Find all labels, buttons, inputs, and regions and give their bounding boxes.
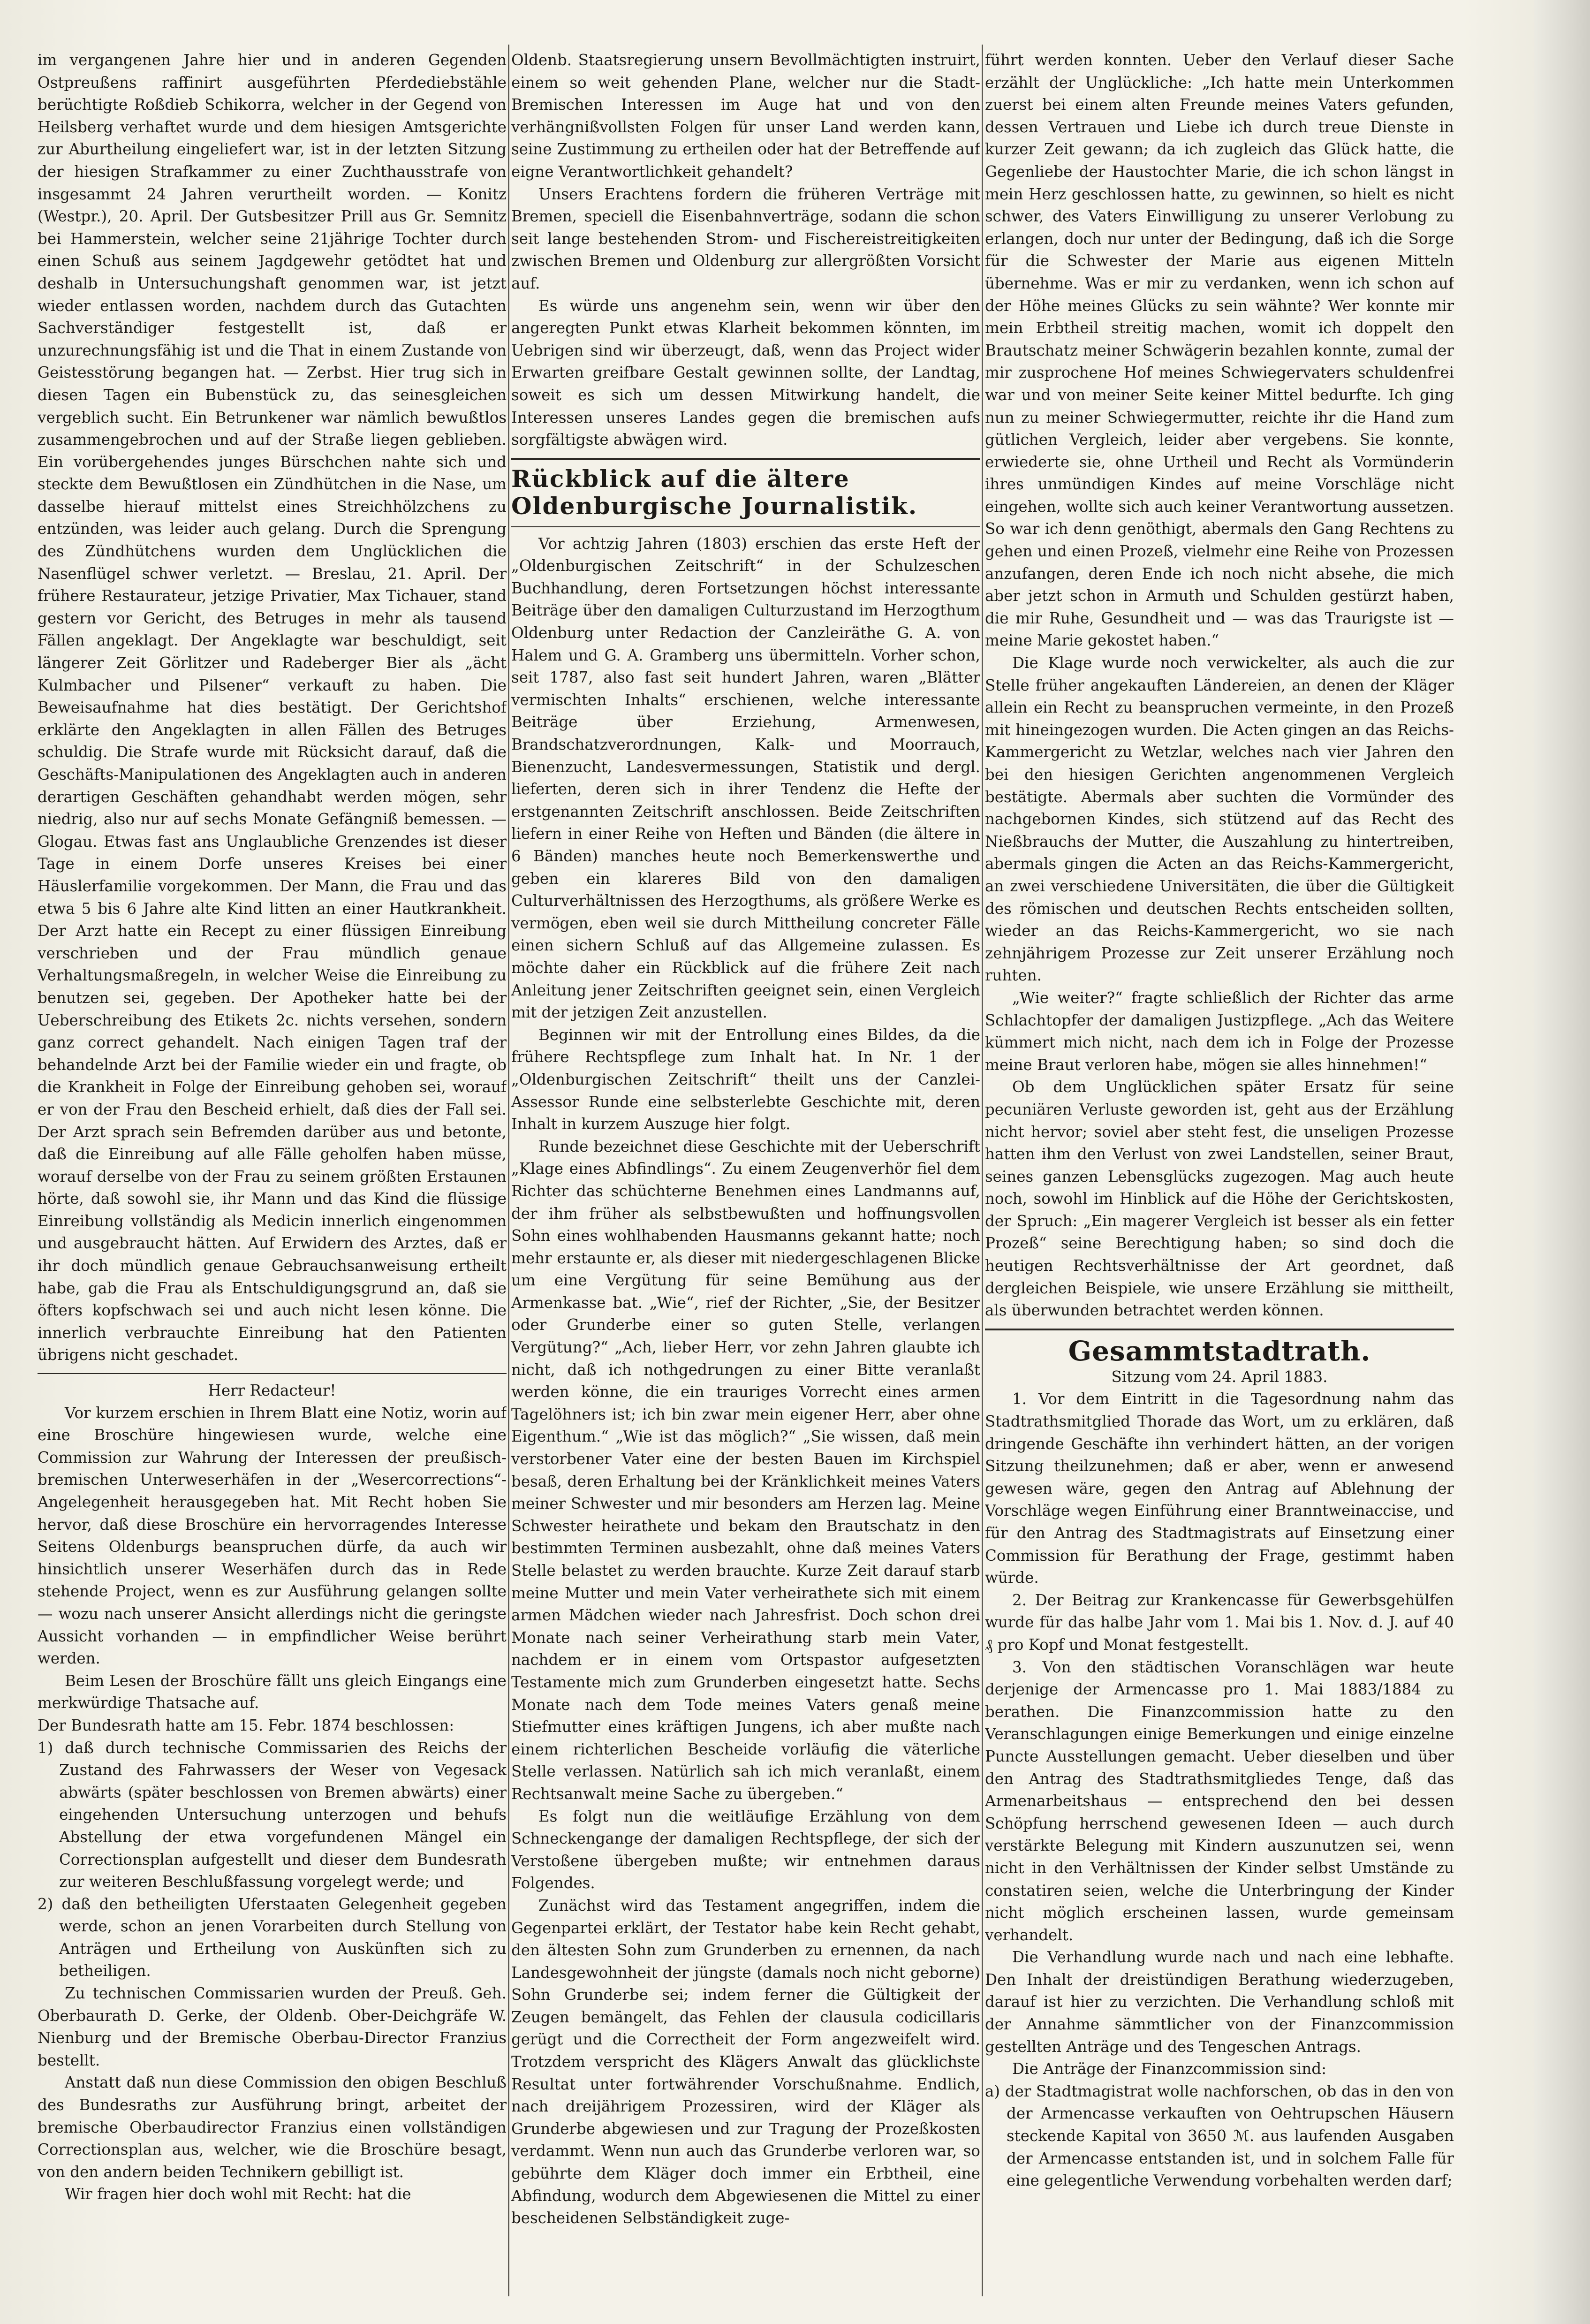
- minutes-paragraph: Die Anträge der Finanzcommission sind:: [1012, 2060, 1327, 2078]
- letter-paragraph: Zu technischen Commissarien wurden der Preuß. Geh. Oberbaurath D. Gerke, der Oldenb. Ober-Deichgräfe W. Nienburg und der Bremische Oberbau-Director Franzius bestellt.: [38, 1984, 507, 2069]
- article-paragraph: Ob dem Unglücklichen später Ersatz für seine pecuniären Verluste geworden ist, geht aus der Erzählung nicht hervor; soviel aber steht fest, die unseligen Prozesse hatten ihm den Verlust von zwei Landstellen, seiner Braut, seines ganzen Lebensglücks zugezogen. Mag auch heute noch, sowohl im Hinblick auf die Höhe der Gerichtskosten, der Spruch: „Ein magerer Vergleich ist besser als ein fetter Prozeß“ seine Berechtigung haben; so sind doch die heutigen Rechtsverhältnisse der Art geordnet, daß dergleichen Beispiele, wie unsere Erzählung sie mittheilt, als überwunden betrachtet werden können.: [985, 1078, 1454, 1320]
- article-paragraph: „Wie weiter?“ fragte schließlich der Richter das arme Schlachtopfer der damaligen Justizpflege. „Ach das Weitere kümmert mich nicht, nach dem ich in Folge der Prozesse meine Braut verloren habe, mögen sie alles hinnehmen!“: [985, 988, 1454, 1074]
- article-title: Rückblick auf die ältere Oldenburgische Journalistik.: [511, 464, 918, 520]
- list-item: 2) daß den betheiligten Uferstaaten Gelegenheit gegeben werde, schon an jenen Vorarbeiten durch Stellung von Anträgen und Ertheilung von Auskünften sich zu betheiligen.: [38, 1895, 507, 1980]
- article-paragraph: Zunächst wird das Testament angegriffen, indem die Gegenpartei erklärt, der Testator habe kein Recht gehabt, den ältesten Sohn zum Grunderben zu ernennen, da nach Landesgewohnheit der jüngste (damals noch nicht geborne) Sohn Grunderbe sei; indem ferner die Gültigkeit der Zeugen bemängelt, das Fehlen der clausula codicillaris gerügt und die Correctheit der Form angezweifelt wird. Trotzdem verspricht des Klägers Anwalt das glücklichste Resultat unter fortwährender Vorschußnahme. Endlich, nach dreijährigem Prozessiren, wird der Kläger als Grunderbe abgewiesen und zur Tragung der Prozeßkosten verdammt. Wenn nun auch das Grunderbe verloren war, so gebührte dem Kläger doch immer ein Erbtheil, eine Abfindung, wodurch dem Abgewiesenen die Mittel zu einer bescheidenen Selbständigkeit zuge-: [511, 1896, 980, 2227]
- letter-paragraph: Der Bundesrath hatte am 15. Febr. 1874 beschlossen:: [38, 1716, 454, 1734]
- letter-paragraph: Wir fragen hier doch wohl mit Recht: hat die: [65, 2185, 411, 2203]
- letter-paragraph: Anstatt daß nun diese Commission den obigen Beschluß des Bundesraths zur Ausführung bringt, arbeitet der bremische Oberbaudirector Franzius einen vollständigen Correctionsplan aus, welcher, wie die Broschüre besagt, von den andern beiden Technikern gebilligt ist.: [38, 2073, 507, 2181]
- letter-paragraph: Beim Lesen der Broschüre fällt uns gleich Eingangs eine merkwürdige Thatsache auf.: [38, 1671, 507, 1712]
- letter-paragraph: Es würde uns angenehm sein, wenn wir über den angeregten Punkt etwas Klarheit bekommen könnten, im Uebrigen sind wir überzeugt, daß, wenn das Project wider Erwarten greifbare Gestalt gewinnen sollte, der Landtag, soweit es sich um dessen Mitwirkung handelt, die Interessen unseres Landes gegen die bremischen aufs sorgfältigste abwägen wird.: [511, 296, 980, 449]
- letter-paragraph: Oldenb. Staatsregierung unsern Bevollmächtigten instruirt, einem so weit gehenden Plane, welcher nur die Stadt-Bremischen Interessen im Auge hat und von den verhängnißvollsten Folgen für unser Land werden kann, seine Zustimmung zu ertheilen oder hat der Betreffende auf eigne Verantwortlichkeit gehandelt?: [511, 51, 980, 181]
- minutes-paragraph: 1. Vor dem Eintritt in die Tagesordnung nahm das Stadtrathsmitglied Thorade das Wort, um zu erklären, daß dringende Geschäfte ihn verhindert hätten, an der vorigen Sitzung theilzunehmen; daß er aber, wenn er anwesend gewesen wäre, gegen den Antrag auf Ablehnung der Vorschläge wegen Einführung einer Branntweinaccise, und für den Antrag des Stadtmagistrats auf Einsetzung einer Commission für Berathung der Frage, gestimmt haben würde.: [985, 1390, 1454, 1587]
- article-paragraph: Runde bezeichnet diese Geschichte mit der Ueberschrift „Klage eines Abfindlings“. Zu einem Zeugenverhör fiel dem Richter das schüchterne Benehmen eines Landmanns auf, der ihm früher als selbstbewußten und hoffnungsvollen Sohn eines wohlhabenden Hausmanns gekannt hatte; noch mehr erstaunte er, als dieser mit niedergeschlagenen Blicke um eine Vergütung für seine Bemühung aus der Armenkasse bat. „Wie“, rief der Richter, „Sie, der Besitzer oder Grunderbe einer so guten Stelle, verlangen Vergütung?“ „Ach, lieber Herr, vor zehn Jahren glaubte ich nicht, daß ich nothgedrungen zu einer Bitte veranlaßt werden könne, die ein trauriges Vorrecht eines armen Tagelöhners ist; ich bin zwar mein eigener Herr, aber ohne Eigenthum.“ „Wie ist das möglich?“ „Sie wissen, daß mein verstorbener Vater eine der besten Bauen im Kirchspiel besaß, deren Erhaltung bei der Kränklichkeit meines Vaters meiner Schwester und mir besonders am Herzen lag. Meine Schwester heirathete und bekam den Brautschatz in den bestimmten Terminen ausbezahlt, ohne daß meines Vaters Stelle belastet zu werden brauchte. Kurze Zeit darauf starb meine Mutter und mein Vater verheirathete sich mit einem armen Mädchen wieder nach Jahresfrist. Doch schon drei Monate nach seiner Verheirathung starb mein Vater, nachdem er in einem vom Ortspastor aufgesetzten Testamente mich zum Grunderben eingesetzt hatte. Sechs Monate nach dem Tode meines Vaters genaß meine Stiefmutter eines kräftigen Jungens, ich aber mußte nach einem richterlichen Bescheide vorläufig die väterliche Stelle verlassen. Natürlich sah ich mich veranlaßt, einem Rechtsanwalt meine Sache zu übergeben.“: [511, 1137, 980, 1803]
- minutes-paragraph: 2. Der Beitrag zur Krankencasse für Gewerbsgehülfen wurde für das halbe Jahr vom 1. Mai bis 1. Nov. d. J. auf 40 ₰ pro Kopf und Monat festgestellt.: [985, 1591, 1454, 1654]
- article-paragraph: Es folgt nun die weitläufige Erzählung von dem Schneckengange der damaligen Rechtspflege, der sich der Verstoßene übergeben mußte; wir entnehmen daraus Folgendes.: [511, 1807, 980, 1892]
- article-paragraph: Die Klage wurde noch verwickelter, als auch die zur Stelle früher angekauften Ländereien, an denen der Kläger allein ein Recht zu beanspruchen vermeinte, in den Prozeß mit hineingezogen wurden. Die Acten gingen an das Reichs-Kammergericht zu Wetzlar, welches nach vier Jahren den bei den hiesigen Gerichten angenommenen Vergleich bestätigte. Abermals aber suchten die Vormünder des nachgebornen Kindes, sich stützend auf das Recht des Nießbrauchs der Mutter, die Auszahlung zu hintertreiben, abermals gingen die Acten an das Reichs-Kammergericht, an zwei verschiedene Universitäten, die über die Gültigkeit des römischen und deutschen Rechts entscheiden sollten, wieder an das Reichs-Kammergericht, wo sie nach zehnjährigem Prozesse zur Zeit unserer Erzählung noch ruhten.: [985, 654, 1454, 985]
- column-rule: [508, 45, 509, 2296]
- column-2: [511, 49, 980, 2296]
- news-paragraph: im vergangenen Jahre hier und in anderen Gegenden Ostpreußens raffinirt ausgeführten Pferdediebstähle berüchtigte Roßdieb Schikorra, welcher in der Gegend von Heilsberg verhaftet wurde und dem hiesigen Amtsgerichte zur Aburtheilung eingeliefert war, ist in der letzten Sitzung der hiesigen Strafkammer zu einer Zuchthausstrafe von insgesammt 24 Jahren verurtheilt worden. — Konitz (Westpr.), 20. April. Der Gutsbesitzer Prill aus Gr. Semnitz bei Hammerstein, welcher seine 21jährige Tochter durch einen Schuß aus seinem Jagdgewehr getödtet hat und deshalb in Untersuchungshaft genommen war, ist jetzt wieder entlassen worden, nachdem durch das Gutachten Sachverständiger festgestellt ist, daß er unzurechnungsfähig ist und die That in einem Zustande von Geistesstörung begangen hat. — Zerbst. Hier trug sich in diesen Tagen ein Bubenstück zu, das seinesgleichen vergeblich sucht. Ein Betrunkener war nämlich bewußtlos zusammengebrochen und auf der Straße liegen geblieben. Ein vorübergehendes junges Bürschchen nahte sich und steckte dem Bewußtlosen ein Zündhütchen in die Nase, um dasselbe hierauf mittelst eines Streichhölzchens zu entzünden, was leider auch gelang. Durch die Sprengung des Zündhütchens wurden dem Unglücklichen die Nasenflügel schwer verletzt. — Breslau, 21. April. Der frühere Restaurateur, jetzige Privatier, Max Tichauer, stand gestern vor Gericht, des Betruges in mehr als tausend Fällen angeklagt. Der Angeklagte war beschuldigt, seit längerer Zeit Görlitzer und Radeberger Bier als „ächt Kulmbacher und Pilsener“ verkauft zu haben. Die Beweisaufnahme hat dies bestätigt. Der Gerichtshof erklärte den Angeklagten in allen Fällen des Betruges schuldig. Die Strafe wurde mit Rücksicht darauf, daß die Geschäfts-Manipulationen des Angeklagten auch in anderen derartigen Geschäften gehandhabt werden mögen, sehr niedrig, also nur auf sechs Monate Gefängniß bemessen. — Glogau. Etwas fast ans Unglaubliche Grenzendes ist dieser Tage in einem Dorfe unseres Kreises bei einer Häuslerfamilie vorgekommen. Der Mann, die Frau und das etwa 5 bis 6 Jahre alte Kind litten an einer Hautkrankheit. Der Arzt hatte ein Recept zu einer flüssigen Einreibung verschrieben und der Frau mündlich genaue Verhaltungsmaßregeln, in welcher Weise die Einreibung zu benutzen sei, gegeben. Der Apotheker hatte bei der Ueberschreibung des Etikets 2c. nichts versehen, sondern ganz correct gehandelt. Nach einigen Tagen traf der behandelnde Arzt bei der Familie wieder ein und fragte, ob die Krankheit in Folge der Einreibung gehoben sei, worauf er von der Frau den Bescheid erhielt, daß dies der Fall sei. Der Arzt sprach sein Befremden darüber aus und betonte, daß die Einreibung auf alle Fälle geholfen haben müsse, worauf derselbe von der Frau zu seinem größten Erstaunen hörte, daß sowohl sie, ihr Mann und das Kind die flüssige Einreibung vollständig als Medicin innerlich eingenommen und ausgebraucht hätten. Auf Erwidern des Arztes, daß er ihr doch mündlich genaue Gebrauchsanweisung ertheilt habe, gab die Frau als Entschuldigungsgrund an, daß sie öfters kopfschwach sei und auch nicht lesen könne. Die innerlich verbrauchte Einreibung hat den Patienten übrigens nicht geschadet.: [38, 51, 507, 1364]
- minutes-paragraph: Die Verhandlung wurde nach und nach eine lebhafte. Den Inhalt der dreistündigen Berathung wiederzugeben, darauf ist hier zu verzichten. Die Verhandlung schloß mit der Annahme sämmtlicher von der Finanzcommission gestellten Anträge und des Tengeschen Antrags.: [985, 1948, 1454, 2056]
- letter-paragraph: Vor kurzem erschien in Ihrem Blatt eine Notiz, worin auf eine Broschüre hingewiesen wurde, welche eine Commission zur Wahrung der Interessen der preußisch-bremischen Unterweserhäfen in der „Wesercorrections“-Angelegenheit herausgegeben hat. Mit Recht hoben Sie hervor, daß diese Broschüre ein hervorragendes Interesse Seitens Oldenburgs beanspruchen dürfe, da auch wir hinsichtlich unserer Weserhäfen durch das in Rede stehende Project, wenn es zur Ausführung gelangen sollte — wozu nach unserer Ansicht allerdings nicht die geringste Aussicht vorhanden — in empfindlicher Weise berührt werden.: [38, 1404, 507, 1668]
- list-item: a) der Stadtmagistrat wolle nachforschen, ob das in den von der Armencasse verkauften von Oehtrupschen Häusern steckende Kapital von 3650 ℳ. aus laufenden Ausgaben der Armencasse entstanden ist, und in solchem Falle für eine gelegentliche Verwendung vorbehalten werden darf;: [985, 2082, 1454, 2190]
- section-divider: [511, 458, 980, 460]
- letter-heading: Herr Redacteur!: [208, 1382, 336, 1400]
- column-rule: [982, 45, 983, 2296]
- section-divider: [985, 1329, 1454, 1330]
- column-1: [38, 49, 507, 2296]
- letter-paragraph: Unsers Erachtens fordern die früheren Verträge mit Bremen, speciell die Eisenbahnverträge, sodann die schon seit lange bestehenden Strom- und Fischereistreitigkeiten zwischen Bremen und Oldenburg zur allergrößten Vorsicht auf.: [511, 185, 980, 292]
- section-divider: [511, 526, 980, 527]
- article-paragraph: Vor achtzig Jahren (1803) erschien das erste Heft der „Oldenburgischen Zeitschrift“ in der Schulzeschen Buchhandlung, deren Fortsetzungen höchst interessante Beiträge über den damaligen Culturzustand im Herzogthum Oldenburg unter Redaction der Canzleiräthe G. A. von Halem und G. A. Gramberg uns übermitteln. Vorher schon, seit 1787, also fast seit hundert Jahren, waren „Blätter vermischten Inhalts“ erschienen, welche interessante Beiträge über Erziehung, Armenwesen, Brandschatzverordnungen, Kalk- und Moorrauch, Bienenzucht, Landesvermessungen, Statistik und dergl. lieferten, deren sich in ihrer Tendenz die Hefte der erstgenannten Zeitschrift anschlossen. Beide Zeitschriften liefern in einer Reihe von Heften und Bänden (die ältere in 6 Bänden) manches heute noch Bemerkenswerthe und geben ein klareres Bild von den damaligen Culturverhältnissen des Herzogthums, als größere Werke es vermögen, eben weil sie durch Mittheilung concreter Fälle einen sichern Schluß auf das Allgemeine zulassen. Es möchte daher ein Rückblick auf die frühere Zeit nach Anleitung jener Zeitschriften geeignet sein, einen Vergleich mit der jetzigen Zeit anzustellen.: [511, 534, 980, 1022]
- minutes-paragraph: 3. Von den städtischen Voranschlägen war heute derjenige der Armencasse pro 1. Mai 1883/1884 zu berathen. Die Finanzcommission hatte zu den Veranschlagungen einige Bemerkungen und einige einzelne Puncte Ausstellungen gemacht. Ueber dieselben und über den Antrag des Stadtrathsmitgliedes Tenge, daß das Armenarbeitshaus — entsprechend den bei dessen Schöpfung herrschend gewesenen Ideen — auch durch verstärkte Belegung mit Kindern auszunutzen sei, wenn nicht in den Verhältnissen der Kinder selbst Umstände zu constatiren seien, welche die Unterbringung der Kinder nicht möglich erscheinen lassen, wurde gemeinsam verhandelt.: [985, 1658, 1454, 1944]
- column-3: [985, 49, 1454, 2296]
- section-divider: [38, 1373, 507, 1374]
- list-item: 1) daß durch technische Commissarien des Reichs der Zustand des Fahrwassers der Weser von Vegesack abwärts (später beschlossen von Bremen abwärts) einer eingehenden Untersuchung unterzogen und behufs Abstellung der etwa vorgefundenen Mängel ein Correctionsplan aufgestellt und dieser dem Bundesrath zur weiteren Beschlußfassung vorgelegt werde; und: [38, 1739, 507, 1891]
- section-title: Gesammtstadtrath.: [1068, 1335, 1371, 1367]
- article-paragraph: führt werden konnten. Ueber den Verlauf dieser Sache erzählt der Unglückliche: „Ich hatte mein Unterkommen zuerst bei einem alten Freunde meines Vaters gefunden, dessen Vertrauen und Liebe ich durch treue Dienste in kurzer Zeit gewann; da ich zugleich das Glück hatte, die Gegenliebe der Haustochter Marie, die ich schon längst in mein Herz geschlossen hatte, zu gewinnen, so hielt es nicht schwer, des Vaters Einwilligung zu unserer Verlobung zu erlangen, doch nur unter der Bedingung, daß ich die Sorge für die Schwester der Marie aus eigenen Mitteln übernehme. Was er mir zu verdanken, wenn ich schon auf der Höhe meines Glücks zu sein wähnte? Wer konnte mir mein Erbtheil streitig machen, womit ich doppelt den Brautschatz meiner Schwägerin bezahlen konnte, zumal der mir zusprochene Hof meines Schwiegervaters schuldenfrei war und von meiner Seite keiner Mittel bedurfte. Ich ging nun zu meiner Schwiegermutter, reichte ihr die Hand zum gütlichen Vergleich, leider aber vergebens. Sie konnte, erwiederte sie, ohne Urtheil und Recht als Vormünderin ihres unmündigen Kindes auf meine Vorschläge nicht eingehen, wollte sich auch keiner Verantwortung aussetzen. So war ich denn genöthigt, abermals den Gang Rechtens zu gehen und einen Prozeß, vielmehr eine Reihe von Prozessen anzufangen, deren Ende ich noch nicht absehe, die mich aber jetzt schon in Armuth und Schulden gestürzt haben, die mir Ruhe, Gesundheit und — was das Traurigste ist — meine Marie gekostet haben.“: [985, 51, 1454, 650]
- article-paragraph: Beginnen wir mit der Entrollung eines Bildes, da die frühere Rechtspflege zum Inhalt hat. In Nr. 1 der „Oldenburgischen Zeitschrift“ theilt uns der Canzlei-Assessor Runde eine selbsterlebte Geschichte mit, deren Inhalt in kurzem Auszuge hier folgt.: [511, 1025, 980, 1133]
- section-subtitle: Sitzung vom 24. April 1883.: [1111, 1367, 1328, 1386]
- page-edge: [1534, 0, 1590, 2324]
